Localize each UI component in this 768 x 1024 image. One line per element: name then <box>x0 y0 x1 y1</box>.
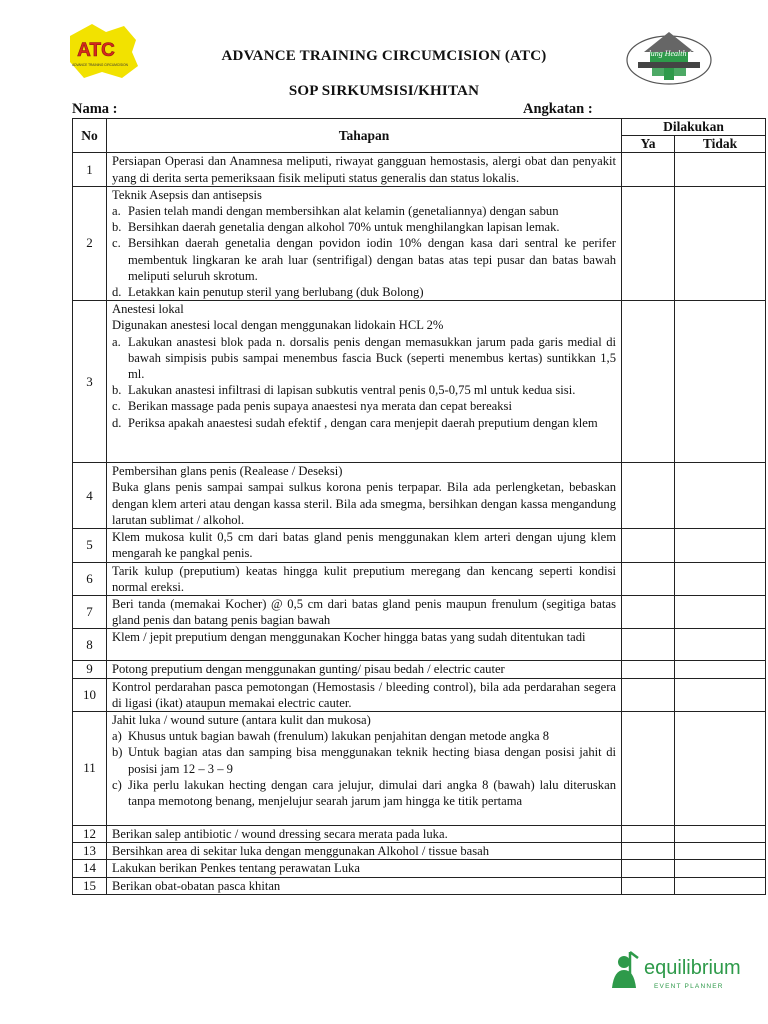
checkbox-cell-ya[interactable] <box>622 596 675 629</box>
step-substep <box>112 284 616 300</box>
substep-text: Jika perlu lakukan hecting dengan cara jelujur, dimulai dari angka 8 (bawah) lalu diteruskan tanpa memotong benang, menjelujur searah jarum jam hingga ke titik pertama <box>128 777 616 809</box>
step-heading: Anestesi lokal <box>112 302 184 317</box>
equilibrium-logo-text: equilibrium <box>644 957 741 979</box>
step-substep <box>112 382 616 398</box>
step-substep <box>112 398 616 414</box>
substep-marker: b. <box>112 220 122 235</box>
step-heading: Jahit luka / wound suture (antara kulit dan mukosa) <box>112 713 371 728</box>
checkbox-cell-ya[interactable] <box>622 529 675 562</box>
row-step-text <box>107 463 622 529</box>
checkbox-cell-tidak[interactable] <box>675 877 766 894</box>
substep-text: Untuk bagian atas dan samping bisa menggunakan teknik hecting biasa dengan posisi jahit di posisi jam 12 – 3 – 9 <box>128 745 616 776</box>
checkbox-cell-ya[interactable] <box>622 860 675 877</box>
bhc-logo-text: Bandung Health Care <box>633 49 705 58</box>
row-number: 9 <box>73 661 107 678</box>
checkbox-cell-ya[interactable] <box>622 877 675 894</box>
row-number: 12 <box>73 826 107 843</box>
row-number: 2 <box>73 186 107 300</box>
step-description: Beri tanda (memakai Kocher) @ 0,5 cm dari batas gland penis maupun frenulum (segitiga batas gland penis dan batang penis bagian bawah <box>112 597 616 628</box>
step-description: Lakukan berikan Penkes tentang perawatan Luka <box>112 861 360 876</box>
substep-marker: d. <box>112 285 122 300</box>
col-tahapan-header: Tahapan <box>107 119 622 153</box>
step-substep <box>112 415 616 431</box>
table-row <box>73 678 766 711</box>
step-description: Klem / jepit preputium dengan menggunakan Kocher hingga batas yang sudah ditentukan tadi <box>112 630 586 645</box>
table-row <box>73 186 766 300</box>
step-description: Bersihkan area di sekitar luka dengan menggunakan Alkohol / tissue basah <box>112 844 490 859</box>
substep-marker: c. <box>112 399 121 414</box>
checkbox-cell-ya[interactable] <box>622 843 675 860</box>
step-description: Klem mukosa kulit 0,5 cm dari batas gland penis menggunakan klem arteri dengan ujung klem mengarah ke pangkal penis. <box>112 530 616 561</box>
checkbox-cell-tidak[interactable] <box>675 562 766 595</box>
col-dilakukan-header: Dilakukan <box>622 119 766 136</box>
checkbox-cell-ya[interactable] <box>622 153 675 186</box>
step-heading: Pembersihan glans penis (Realease / Deseksi) <box>112 464 343 479</box>
checkbox-cell-ya[interactable] <box>622 301 675 463</box>
step-substep <box>112 219 616 235</box>
step-subheading: Digunakan anestesi local dengan menggunakan lidokain HCL 2% <box>112 318 444 333</box>
row-step-text <box>107 661 622 678</box>
row-step-text <box>107 712 622 826</box>
substep-marker: d. <box>112 415 122 430</box>
checkbox-cell-tidak[interactable] <box>675 629 766 661</box>
substep-text: Bersihkan daerah genetalia dengan alkohol 70% untuk menghilangkan lapisan lemak. <box>128 220 560 235</box>
substep-text: Berikan massage pada penis supaya anaestesi nya merata dan cepat bereaksi <box>128 399 512 414</box>
checkbox-cell-ya[interactable] <box>622 629 675 661</box>
checkbox-cell-tidak[interactable] <box>675 301 766 463</box>
table-row <box>73 529 766 562</box>
substep-text: Lakukan anastesi blok pada n. dorsalis penis dengan memasukkan jarum pada garis medial di bawah simpisis pubis sampai menembus fascia Buck (seperti menembus kertas) suntikkan 1,5 ml. <box>128 334 616 382</box>
row-number: 10 <box>73 678 107 711</box>
table-row <box>73 596 766 629</box>
checkbox-cell-ya[interactable] <box>622 661 675 678</box>
row-step-text <box>107 678 622 711</box>
atc-logo-subtext: ADVANCE TRAINING CIRCUMCISION <box>72 63 128 67</box>
substep-marker: c. <box>112 236 121 251</box>
row-step-text <box>107 562 622 595</box>
step-substep <box>112 744 616 776</box>
step-description: Berikan salep antibiotic / wound dressing secara merata pada luka. <box>112 827 448 842</box>
table-row <box>73 153 766 186</box>
atc-logo-text: ATC <box>77 40 115 61</box>
checkbox-cell-ya[interactable] <box>622 463 675 529</box>
nama-label: Nama : <box>72 101 118 117</box>
table-row <box>73 463 766 529</box>
step-description: Tarik kulup (preputium) keatas hingga kulit preputium meregang dan kencang seperti kondisi normal ereksi. <box>112 563 616 594</box>
table-row <box>73 860 766 877</box>
step-substep <box>112 203 616 219</box>
table-row <box>73 877 766 894</box>
checkbox-cell-tidak[interactable] <box>675 529 766 562</box>
table-row <box>73 843 766 860</box>
table-row <box>73 629 766 661</box>
checkbox-cell-tidak[interactable] <box>675 596 766 629</box>
row-number: 15 <box>73 877 107 894</box>
checkbox-cell-tidak[interactable] <box>675 678 766 711</box>
substep-marker: c) <box>112 777 122 792</box>
substep-marker: b) <box>112 745 123 760</box>
row-step-text <box>107 629 622 661</box>
sop-checklist-table <box>72 118 766 895</box>
checkbox-cell-tidak[interactable] <box>675 860 766 877</box>
checkbox-cell-ya[interactable] <box>622 186 675 300</box>
checkbox-cell-tidak[interactable] <box>675 153 766 186</box>
step-description: Persiapan Operasi dan Anamnesa meliputi, riwayat gangguan hemostasis, alergi obat dan penyakit yang di derita serta pemeriksaan fisik meliputi status generalis dan status lokalis. <box>112 154 616 185</box>
substep-text: Lakukan anastesi infiltrasi di lapisan subkutis ventral penis 0,5-0,75 ml untuk kedua sisi. <box>128 383 576 398</box>
org-title: ADVANCE TRAINING CIRCUMCISION (ATC) <box>221 48 547 64</box>
table-row <box>73 661 766 678</box>
substep-text: Pasien telah mandi dengan membersihkan alat kelamin (genetaliannya) dengan sabun <box>128 204 559 219</box>
row-step-text <box>107 596 622 629</box>
row-step-text <box>107 529 622 562</box>
row-number: 13 <box>73 843 107 860</box>
doc-title: SOP SIRKUMSISI/KHITAN <box>288 83 480 99</box>
row-step-text <box>107 153 622 186</box>
step-substep <box>112 728 616 744</box>
checkbox-cell-tidak[interactable] <box>675 186 766 300</box>
checkbox-cell-tidak[interactable] <box>675 826 766 843</box>
angkatan-label: Angkatan : <box>523 101 593 117</box>
col-no-header: No <box>73 119 107 153</box>
col-ya-header: Ya <box>622 136 675 153</box>
checkbox-cell-ya[interactable] <box>622 678 675 711</box>
step-description: Potong preputium dengan menggunakan gunting/ pisau bedah / electric cauter <box>112 662 505 677</box>
row-number: 1 <box>73 153 107 186</box>
row-number: 3 <box>73 301 107 463</box>
checkbox-cell-tidak[interactable] <box>675 661 766 678</box>
table-row <box>73 712 766 826</box>
row-number: 7 <box>73 596 107 629</box>
step-heading: Teknik Asepsis dan antisepsis <box>112 187 262 202</box>
table-row <box>73 826 766 843</box>
row-step-text <box>107 826 622 843</box>
row-step-text <box>107 843 622 860</box>
substep-text: Letakkan kain penutup steril yang berlubang (duk Bolong) <box>128 285 424 300</box>
substep-marker: b. <box>112 383 122 398</box>
step-substep <box>112 235 616 284</box>
step-description: Berikan obat-obatan pasca khitan <box>112 878 281 893</box>
checkbox-cell-tidak[interactable] <box>675 843 766 860</box>
row-step-text <box>107 877 622 894</box>
checkbox-cell-tidak[interactable] <box>675 463 766 529</box>
equilibrium-logo <box>610 948 741 994</box>
substep-text: Bersihkan daerah genetalia dengan povidon iodin 10% dengan kasa dari sentral ke perifer membentuk lingkaran ke arah luar (sentrifigal) dengan batas atas tepi pusar dan batas bawah meliputi seluruh skrotum. <box>128 236 616 283</box>
col-tidak-header: Tidak <box>675 136 766 153</box>
substep-marker: a) <box>112 729 122 744</box>
substep-text: Periksa apakah anaestesi sudah efektif , dengan cara menjepit daerah preputium dengan klem <box>128 415 598 430</box>
substep-marker: a. <box>112 204 121 219</box>
checkbox-cell-ya[interactable] <box>622 562 675 595</box>
row-step-text <box>107 301 622 463</box>
table-row <box>73 301 766 463</box>
row-number: 6 <box>73 562 107 595</box>
step-substep <box>112 777 616 809</box>
row-step-text <box>107 860 622 877</box>
step-substep <box>112 334 616 383</box>
row-number: 14 <box>73 860 107 877</box>
step-description: Kontrol perdarahan pasca pemotongan (Hemostasis / bleeding control), bila ada perdarahan segera di ligasi (ikat) ataupun memakai electric cauter. <box>112 679 616 710</box>
row-number: 5 <box>73 529 107 562</box>
checkbox-cell-tidak[interactable] <box>675 712 766 826</box>
row-number: 8 <box>73 629 107 661</box>
checkbox-cell-ya[interactable] <box>622 826 675 843</box>
step-description: Buka glans penis sampai sampai sulkus korona penis terpapar. Bila ada perlengketan, bebaskan dengan klem arteri atau dengan kassa steril. Bila ada smegma, bersihkan dengan kassa mengandung larutan sublimat / alkohol. <box>112 480 616 527</box>
row-step-text <box>107 186 622 300</box>
equilibrium-logo-subtext: EVENT PLANNER <box>654 983 724 990</box>
checkbox-cell-ya[interactable] <box>622 712 675 826</box>
substep-text: Khusus untuk bagian bawah (frenulum) lakukan penjahitan dengan metode angka 8 <box>128 729 550 744</box>
table-row <box>73 562 766 595</box>
row-number: 4 <box>73 463 107 529</box>
substep-marker: a. <box>112 334 121 349</box>
row-number: 11 <box>73 712 107 826</box>
